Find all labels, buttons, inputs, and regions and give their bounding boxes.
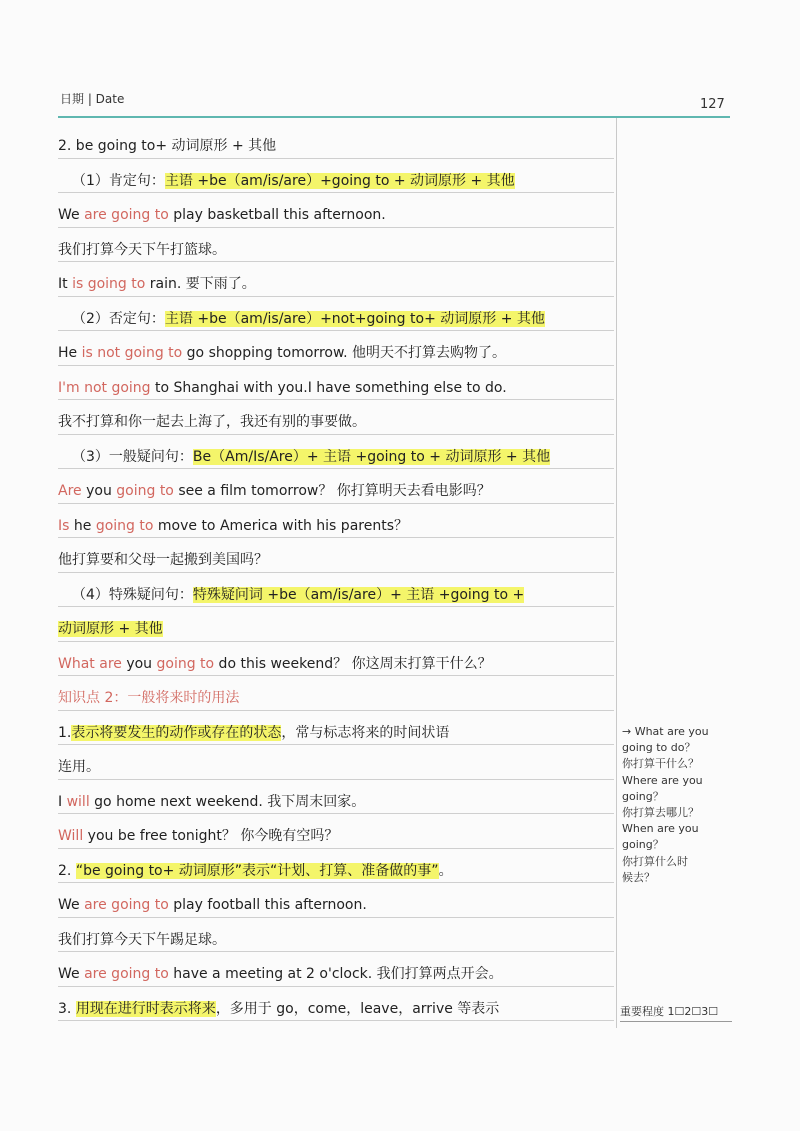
note-line: （3）一般疑问句：Be（Am/Is/Are）+ 主语 +going to + 动词原形 + 其他 [58, 435, 614, 470]
page-number: 127 [700, 97, 725, 112]
note-line: （1）肯定句：主语 +be（am/is/are）+going to + 动词原形 + 其他 [58, 159, 614, 194]
red-text: are going to [84, 966, 169, 982]
red-text: is going to [72, 276, 146, 292]
date-label: 日期 | Date [60, 92, 125, 106]
note-line: He is not going to go shopping tomorrow. 他明天不打算去购物了。 [58, 331, 614, 366]
note-line: Will you be free tonight？ 你今晚有空吗？ [58, 814, 614, 849]
margin-rule [616, 118, 617, 1028]
red-text: going to [116, 483, 174, 499]
highlighted-text: 主语 +be（am/is/are）+going to + 动词原形 + 其他 [164, 172, 515, 189]
header-rule [58, 116, 730, 118]
highlighted-text: 动词原形 + 其他 [58, 621, 163, 637]
red-text: are going to [84, 897, 169, 913]
note-line: 1.表示将要发生的动作或存在的状态，常与标志将来的时间状语 [58, 711, 614, 746]
note-line: 我们打算今天下午踢足球。 [58, 918, 614, 953]
highlighted-text: 主语 +be（am/is/are）+not+going to+ 动词原形 + 其他 [164, 310, 545, 327]
red-text: going to [95, 517, 154, 534]
red-text: What are [58, 655, 122, 672]
section-heading: 知识点 2：一般将来时的用法 [58, 690, 240, 706]
note-line: What are you going to do this weekend？ 你这周末打算干什么？ [58, 642, 614, 677]
side-note: → What are you going to do？ 你打算干什么？ Where are you going？ 你打算去哪儿？ When are you going？ 你打算什么时 候去？ [622, 725, 709, 884]
highlighted-text: 特殊疑问词 +be（am/is/are）+ 主语 +going to + [192, 586, 525, 603]
note-line: Is he going to move to America with his parents？ [58, 504, 614, 539]
red-text: I'm not going [58, 379, 151, 396]
note-line: We are going to have a meeting at 2 o'clock. 我们打算两点开会。 [58, 952, 614, 987]
note-line: 3. 用现在进行时表示将来，多用于 go，come，leave，arrive 等表示 [58, 987, 614, 1022]
note-line: 2. be going to+ 动词原形 + 其他 [58, 124, 614, 159]
note-line [58, 676, 614, 711]
highlighted-text: 用现在进行时表示将来 [75, 1000, 216, 1017]
note-line: （2）否定句：主语 +be（am/is/are）+not+going to+ 动词原形 + 其他 [58, 297, 614, 332]
importance-rating: 重要程度 1☐2☐3☐ [620, 1003, 732, 1022]
note-line: 我不打算和你一起去上海了，我还有别的事要做。 [58, 400, 614, 435]
note-line: We are going to play football this afternoon. [58, 883, 614, 918]
note-line: I will go home next weekend. 我下周末回家。 [58, 780, 614, 815]
note-line: I'm not going to Shanghai with you.I have something else to do. [58, 366, 614, 401]
note-line: 他打算要和父母一起搬到美国吗？ [58, 538, 614, 573]
note-line [58, 607, 614, 642]
highlighted-text: 表示将要发生的动作或存在的状态 [71, 724, 282, 741]
highlighted-text: “be going to+ 动词原形”表示“计划、打算、准备做的事” [75, 862, 439, 879]
red-text: is not going to [81, 345, 183, 361]
note-line: 我们打算今天下午打篮球。 [58, 228, 614, 263]
red-text: Is [58, 517, 70, 534]
note-line: （4）特殊疑问句：特殊疑问词 +be（am/is/are）+ 主语 +going to + [58, 573, 614, 608]
red-text: are going to [84, 207, 169, 223]
red-text: Will [58, 828, 84, 844]
red-text: will [66, 793, 90, 810]
note-line: We are going to play basketball this afternoon. [58, 193, 614, 228]
note-line: 连用。 [58, 745, 614, 780]
note-line: It is going to rain. 要下雨了。 [58, 262, 614, 297]
red-text: Are [58, 483, 82, 499]
red-text: going to [156, 655, 215, 672]
note-line: Are you going to see a film tomorrow？ 你打算明天去看电影吗？ [58, 469, 614, 504]
highlighted-text: Be（Am/Is/Are）+ 主语 +going to + 动词原形 + 其他 [192, 448, 551, 465]
note-line: 2. “be going to+ 动词原形”表示“计划、打算、准备做的事”。 [58, 849, 614, 884]
